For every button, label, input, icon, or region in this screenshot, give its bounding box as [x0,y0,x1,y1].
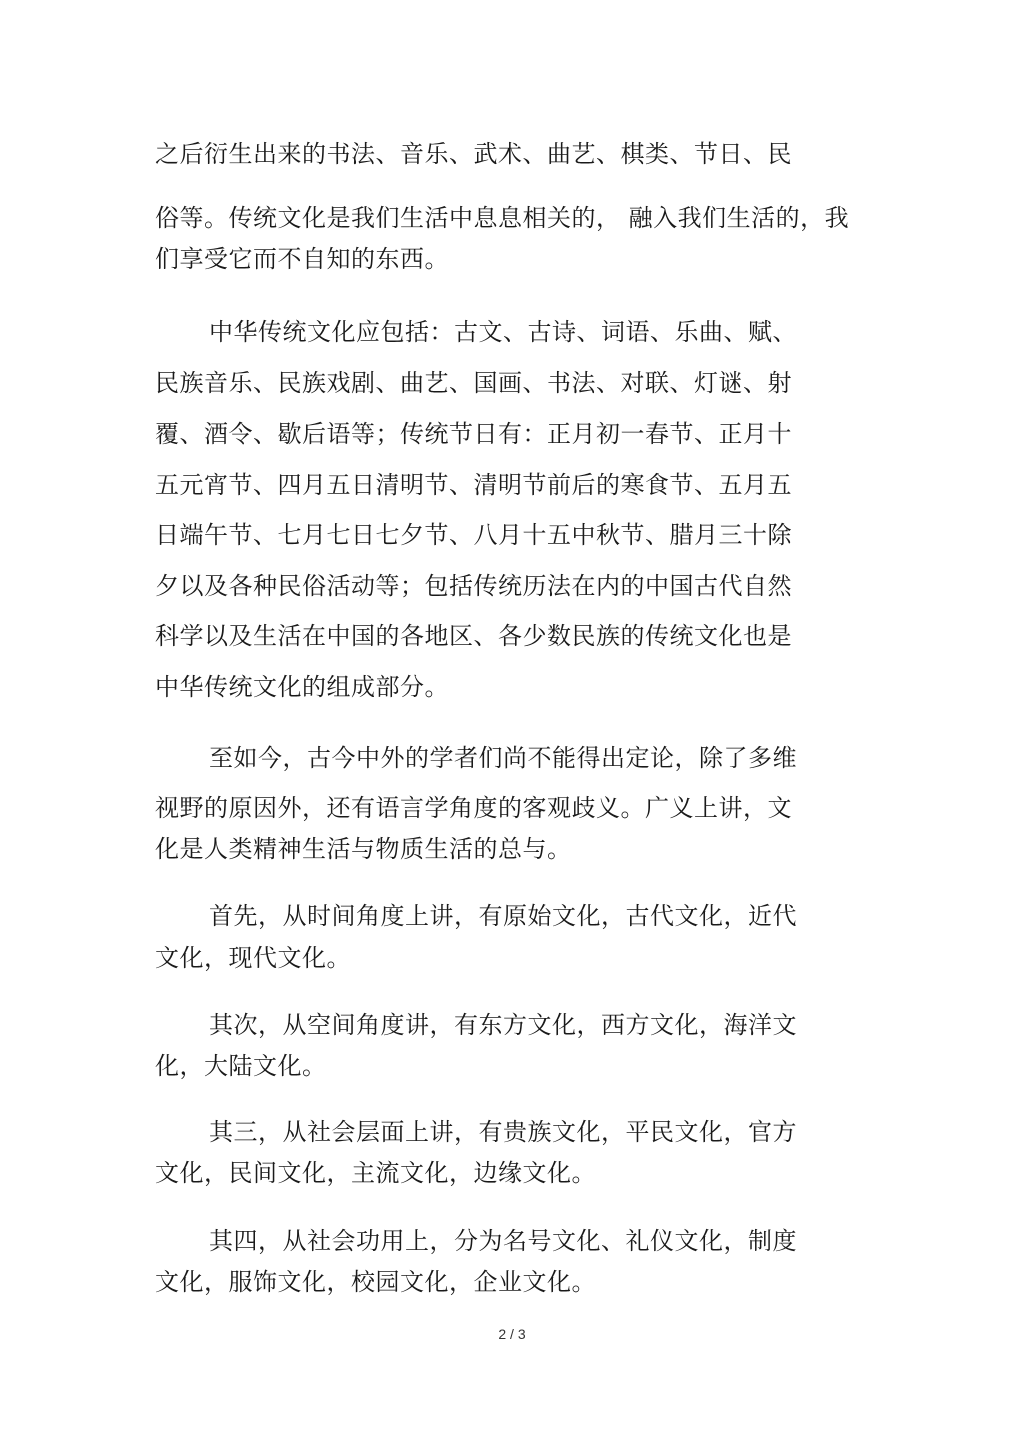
page-number: 2 / 3 [498,1326,526,1342]
text-line: 首先，从时间角度上讲，有原始文化，古代文化，近代 [209,902,797,930]
text-line: 文化，服饰文化，校园文化，企业文化。 [155,1268,596,1296]
text-line: 其次，从空间角度讲，有东方文化，西方文化，海洋文 [209,1011,797,1039]
text-line: 科学以及生活在中国的各地区、各少数民族的传统文化也是 [155,622,792,650]
text-line: 文化，民间文化，主流文化，边缘文化。 [155,1159,596,1187]
text-line: 文化，现代文化。 [155,944,351,972]
text-line: 夕以及各种民俗活动等；包括传统历法在内的中国古代自然 [155,572,792,600]
text-line: 俗等。传统文化是我们生活中息息相关的， 融入我们生活的，我 [155,204,850,232]
text-line: 之后衍生出来的书法、音乐、武术、曲艺、棋类、节日、民 [155,140,792,168]
text-line: 覆、酒令、歇后语等；传统节日有：正月初一春节、正月十 [155,420,792,448]
text-line: 至如今，古今中外的学者们尚不能得出定论，除了多维 [209,744,797,772]
text-line: 日端午节、七月七日七夕节、八月十五中秋节、腊月三十除 [155,521,792,549]
text-line: 五元宵节、四月五日清明节、清明节前后的寒食节、五月五 [155,471,792,499]
text-line: 化是人类精神生活与物质生活的总与。 [155,835,572,863]
text-line: 们享受它而不自知的东西。 [155,245,449,273]
text-line: 化，大陆文化。 [155,1052,327,1080]
text-line: 中华传统文化应包括：古文、古诗、词语、乐曲、赋、 [209,318,797,346]
text-line: 视野的原因外，还有语言学角度的客观歧义。广义上讲，文 [155,794,792,822]
text-line: 其三，从社会层面上讲，有贵族文化，平民文化，官方 [209,1118,797,1146]
text-line: 其四，从社会功用上，分为名号文化、礼仪文化，制度 [209,1227,797,1255]
text-line: 民族音乐、民族戏剧、曲艺、国画、书法、对联、灯谜、射 [155,369,792,397]
text-line: 中华传统文化的组成部分。 [155,673,449,701]
